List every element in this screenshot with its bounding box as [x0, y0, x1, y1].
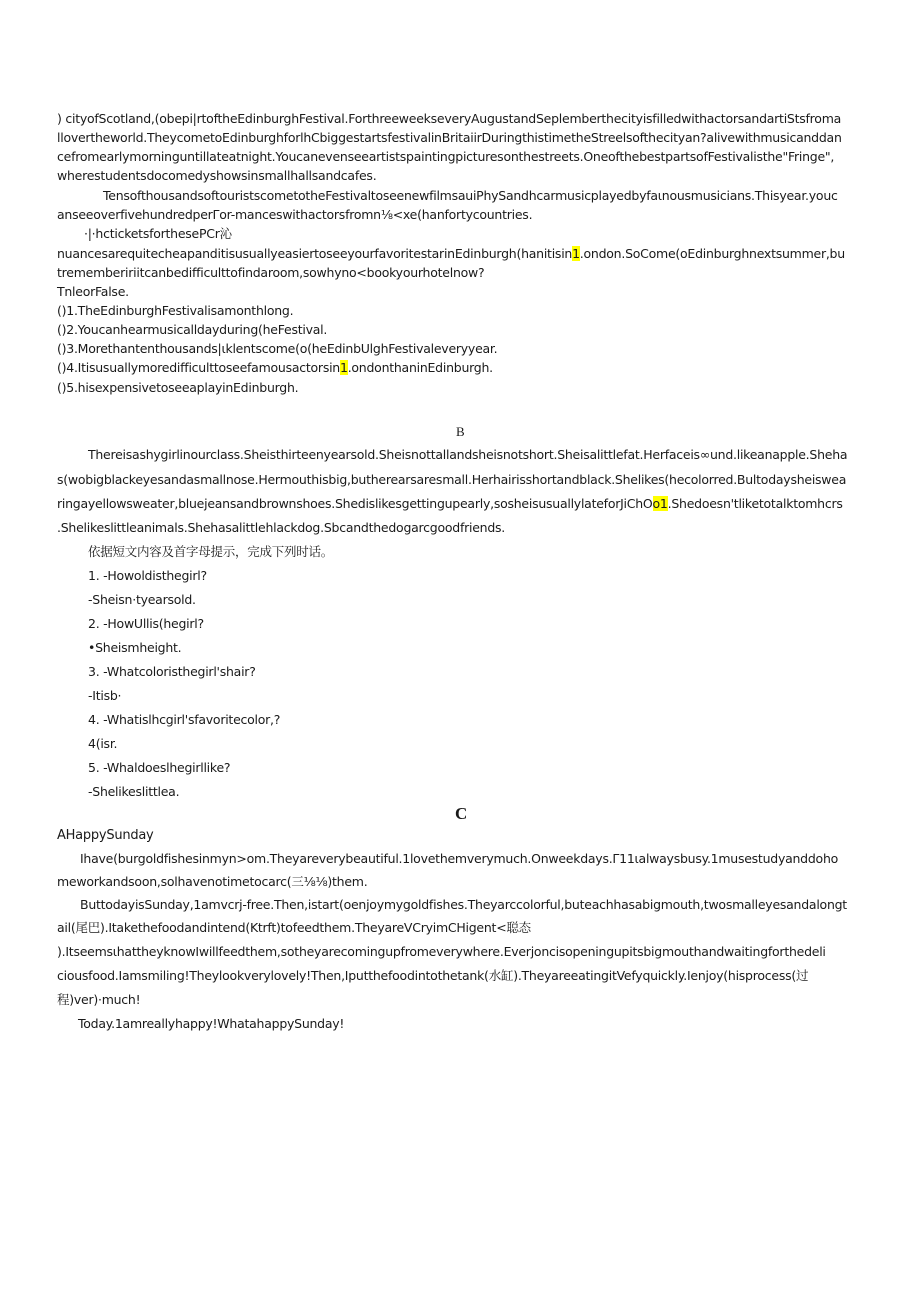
passage-c-line-6: ciousfood.Iamsmiling!Theylookverylovely!Then,Iputthefoodintothetank(水缸).TheyareeatingitVefyquickly.Ienjoy(hisprocess(过 [57, 968, 809, 983]
passage-c-title: AHappySunday [57, 828, 154, 843]
passage-c-line-3: ButtodayisSunday,1amvcrj-free.Then,istart(oenjoymygoldfishes.Theyarccolorful,buteachhasabigmouth,twosmalleyesandalongt [80, 897, 847, 912]
passage-b-question-2: 2. -HowUllis(hegirl? [88, 616, 204, 631]
question-a-2: ()2.Youcanhearmusicalldayduring(heFestival. [57, 322, 328, 337]
question-a-4-start: ()4.Itisusuallymoredifficulttoseefamousactorsin [57, 360, 340, 375]
passage-c-heading: C [455, 804, 468, 823]
passage-b-heading: B [456, 424, 465, 439]
highlight-mark: o1 [652, 496, 668, 511]
passage-a-line-2: llovertheworld.TheycometoEdinburghforlhCbiggestartsfestivalinBritaiirDuringthistimetheStreelsofthecityan?alivewithmusicanddan [57, 130, 842, 145]
question-a-5: ()5.hisexpensivetoseeaplayinEdinburgh. [57, 380, 299, 395]
passage-b-line-4: .Shelikeslittleanimals.Shehasalittlehlackdog.Sbcandthedogarcgoodfriends. [57, 520, 505, 535]
passage-b-line-2: s(wobigblackeyesandasmallnose.Hermouthisbig,butherearsaresmall.Herhairisshortandblack.Shelikes(hecolorred.Bultodaysheiswea [57, 472, 847, 487]
passage-a-line-8 [57, 245, 877, 263]
question-a-4 [57, 359, 877, 377]
passage-b-question-5: 5. -Whaldoeslhegirllike? [88, 760, 231, 775]
passage-c-line-5: ).ItseemsιhattheyknowIwillfeedthem,sotheyarecomingupfromeverywhere.Everjoncisopeningupitsbigmouthandwaitingforthedeli [57, 944, 826, 959]
passage-a-line-5: TensofthousandsoftouristscometotheFestivaltoseenewfilmsauiPhySandhcarmusicplayedbyfaιnousmusicians.Thisyear.youc [103, 188, 838, 203]
passage-a-line-6: anseeoverfivehundredperΓor-manceswithactorsfromn⅛<xe(hanfortycountries. [57, 207, 533, 222]
passage-c-line-8: Today.1amreallyhappy!WhatahappySunday! [78, 1016, 345, 1031]
passage-a-line-3: cefromearlymorninguntillateatnight.Youcanevenseeartistspaintingpicturesonthestreets.OneofthebestpartsofFestivalisthe"Fringe", [57, 149, 835, 164]
passage-b-answer-1: -Sheisn·tyearsold. [88, 592, 196, 607]
passage-a-instruction: TnleorFalse. [57, 284, 129, 299]
passage-c-line-2: meworkandsoon,solhavenotimetocarc(三⅛⅛)them. [57, 874, 368, 889]
passage-b-answer-5: -Shelikeslittlea. [88, 784, 180, 799]
passage-a-line-8-start: nuancesarequitecheapanditisusuallyeasiertoseeyourfavoritestarinEdinburgh(hanitisin [57, 246, 573, 261]
passage-c-line-4: ail(尾巴).Itakethefoodandintend(Ktrft)tofeedthem.TheyareVCryimCHigent<聪态 [57, 920, 531, 935]
passage-b-answer-3: -Itisb· [88, 688, 122, 703]
passage-b-line-3-end: .Shedoesn'tliketotalktomhcrs [667, 496, 843, 511]
passage-b-line-1: Thereisashygirlinourclass.Sheisthirteenyearsold.Sheisnottallandsheisnotshort.Sheisalittlefat.Herfaceis∞und.likeanapple.Sheha [88, 447, 848, 462]
passage-a-line-8-end: .ondon.SoCome(oEdinburghnextsummer,bu [579, 246, 845, 261]
passage-c-line-1: Ihave(burgoldfishesinmyn>om.Theyareverybeautiful.1lovethemverymuch.Onweekdays.Γ11ιalwaysbusy.1musestudyanddoho [80, 851, 839, 866]
highlight-mark: 1 [339, 360, 348, 375]
passage-a-line-1: ) cityofScotland,(obepi|rtoftheEdinburghFestival.ForthreeweekseveryAugustandSeplemberthecityisfilledwithactorsandartiStsfroma [57, 111, 842, 126]
passage-a-line-9: tremembeririitcanbedifficulttofindaroom,sowhyno<bookyourhotelnow? [57, 265, 485, 280]
passage-b-instruction: 依据短文内容及首字母提示，完成下列时话。 [88, 544, 334, 559]
question-a-4-end: .ondonthaninEdinburgh. [347, 360, 493, 375]
passage-b-answer-2: •Sheismheight. [88, 640, 182, 655]
question-a-3: ()3.Morethantenthousands|ιklentscome(o(heEdinbUlghFestivaleveryyear. [57, 341, 498, 356]
passage-b-line-3 [57, 495, 877, 513]
passage-b-question-4: 4. -Whatislhcgirl'sfavoritecolor,? [88, 712, 281, 727]
passage-b-question-1: 1. -Howoldisthegirl? [88, 568, 207, 583]
passage-b-question-3: 3. -Whatcoloristhegirl'shair? [88, 664, 256, 679]
question-a-1: ()1.TheEdinburghFestivalisamonthlong. [57, 303, 294, 318]
passage-b-line-3-start: ringayellowsweater,bluejeansandbrownshoes.Shedislikesgettingupearly,sosheisusuallylateforJiChO [57, 496, 653, 511]
passage-b-answer-4: 4(isr. [88, 736, 118, 751]
passage-c-line-7: 程)ver)·much! [57, 992, 141, 1007]
passage-a-line-4: wherestudentsdocomedyshowsinsmallhallsandcafes. [57, 168, 377, 183]
highlight-mark: 1 [572, 246, 580, 261]
passage-a-line-7: ·|·hcticketsforthesePCr沁 [84, 226, 232, 241]
